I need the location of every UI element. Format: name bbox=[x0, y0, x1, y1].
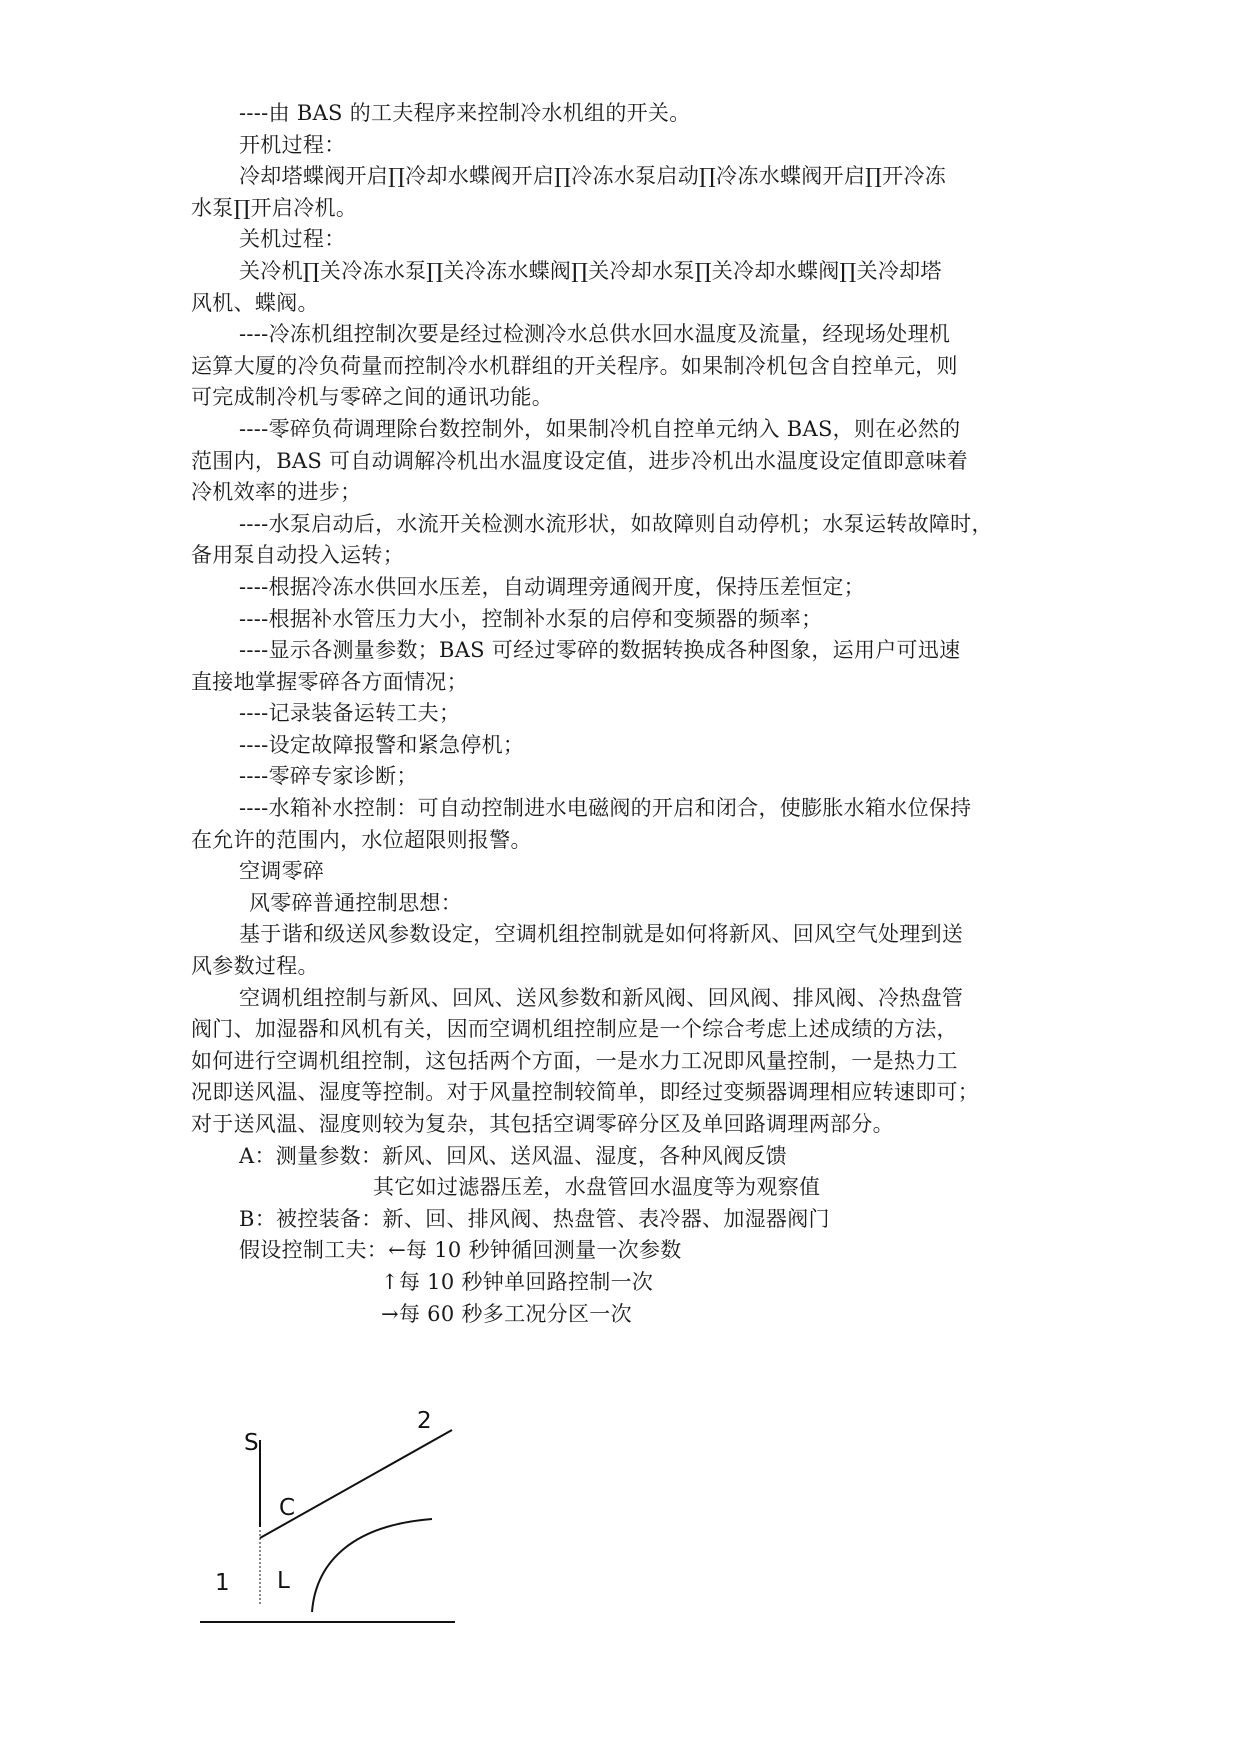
text-line: 空调机组控制与新风、回风、送风参数和新风阀、回风阀、排风阀、冷热盘管 bbox=[239, 985, 964, 1010]
text-line: ----记录装备运转工夫； bbox=[239, 701, 461, 726]
document-body bbox=[191, 98, 1071, 1330]
text-line: 其它如过滤器压差，水盘管回水温度等为观察值 bbox=[373, 1175, 821, 1200]
text-line: 阀门、加湿器和风机有关，因而空调机组控制应是一个综合考虑上述成绩的方法， bbox=[191, 1017, 958, 1042]
label-l: L bbox=[277, 1568, 290, 1594]
text-line: 风参数过程。 bbox=[191, 954, 319, 979]
text-line: →每 60 秒多工况分区一次 bbox=[381, 1301, 632, 1326]
text-line: ↑每 10 秒钟单回路控制一次 bbox=[381, 1269, 654, 1294]
text-line: 空调零碎 bbox=[239, 859, 325, 884]
text-line: 冷机效率的进步； bbox=[191, 480, 362, 505]
text-line: 况即送风温、湿度等控制。对于风量控制较简单，即经过变频器调理相应转速即可； bbox=[191, 1080, 980, 1105]
text-line: 基于谐和级送风参数设定，空调机组控制就是如何将新风、回风空气处理到送 bbox=[239, 922, 964, 947]
text-line: ----零碎负荷调理除台数控制外，如果制冷机自控单元纳入 BAS，则在必然的 bbox=[239, 416, 961, 441]
text-line: ----水箱补水控制：可自动控制进水电磁阀的开启和闭合，使膨胀水箱水位保持 bbox=[239, 796, 972, 821]
text-line: 假设控制工夫：←每 10 秒钟循回测量一次参数 bbox=[239, 1238, 682, 1263]
text-line: 关机过程： bbox=[239, 227, 346, 252]
text-line: 开机过程： bbox=[239, 132, 346, 157]
text-line: 可完成制冷机与零碎之间的通讯功能。 bbox=[191, 385, 554, 410]
text-line: 备用泵自动投入运转； bbox=[191, 543, 404, 568]
text-line: 如何进行空调机组控制，这包括两个方面，一是水力工况即风量控制，一是热力工 bbox=[191, 1048, 958, 1073]
text-line: ----零碎专家诊断； bbox=[239, 764, 418, 789]
line-2 bbox=[260, 1430, 452, 1538]
text-line: ----设定故障报警和紧急停机； bbox=[239, 732, 525, 757]
curve-l bbox=[312, 1519, 432, 1612]
label-c: C bbox=[279, 1495, 296, 1521]
label-2: 2 bbox=[417, 1408, 432, 1434]
label-1: 1 bbox=[215, 1570, 230, 1596]
text-line: ----水泵启动后，水流开关检测水流形状，如故障则自动停机；水泵运转故障时， bbox=[239, 511, 993, 536]
text-line: A：测量参数：新风、回风、送风温、湿度，各种风阀反馈 bbox=[239, 1143, 787, 1168]
text-line: ----由 BAS 的工夫程序来控制冷水机组的开关。 bbox=[239, 101, 691, 125]
text-line: 冷却塔蝶阀开启∏冷却水蝶阀开启∏冷冻水泵启动∏冷冻水蝶阀开启∏开冷冻 bbox=[239, 164, 947, 189]
text-line: B：被控装备：新、回、排风阀、热盘管、表冷器、加湿器阀门 bbox=[239, 1206, 830, 1231]
diagram bbox=[200, 1405, 530, 1645]
text-line: 直接地掌握零碎各方面情况； bbox=[191, 669, 468, 694]
text-line: ----根据冷冻水供回水压差，自动调理旁通阀开度，保持压差恒定； bbox=[239, 574, 865, 599]
text-line: 风零碎普通控制思想： bbox=[249, 890, 462, 915]
label-s: S bbox=[244, 1430, 259, 1456]
text-line: 水泵∏开启冷机。 bbox=[191, 195, 358, 220]
text-line: ----冷冻机组控制次要是经过检测冷水总供水回水温度及流量，经现场处理机 bbox=[239, 322, 951, 347]
text-line: 关冷机∏关冷冻水泵∏关冷冻水蝶阀∏关冷却水泵∏关冷却水蝶阀∏关冷却塔 bbox=[239, 258, 942, 283]
text-line: 范围内，BAS 可自动调解冷机出水温度设定值，进步冷机出水温度设定值即意味着 bbox=[191, 448, 969, 473]
text-line: 风机、蝶阀。 bbox=[191, 290, 319, 315]
text-line: 对于送风温、湿度则较为复杂，其包括空调零碎分区及单回路调理两部分。 bbox=[191, 1112, 894, 1136]
text-line: ----根据补水管压力大小，控制补水泵的启停和变频器的频率； bbox=[239, 606, 823, 631]
diagram-svg bbox=[200, 1405, 530, 1645]
text-line: 在允许的范围内，水位超限则报警。 bbox=[191, 827, 532, 852]
text-line: ----显示各测量参数；BAS 可经过零碎的数据转换成各种图象，运用户可迅速 bbox=[239, 638, 961, 663]
text-line: 运算大厦的冷负荷量而控制冷水机群组的开关程序。如果制冷机包含自控单元，则 bbox=[191, 353, 958, 378]
